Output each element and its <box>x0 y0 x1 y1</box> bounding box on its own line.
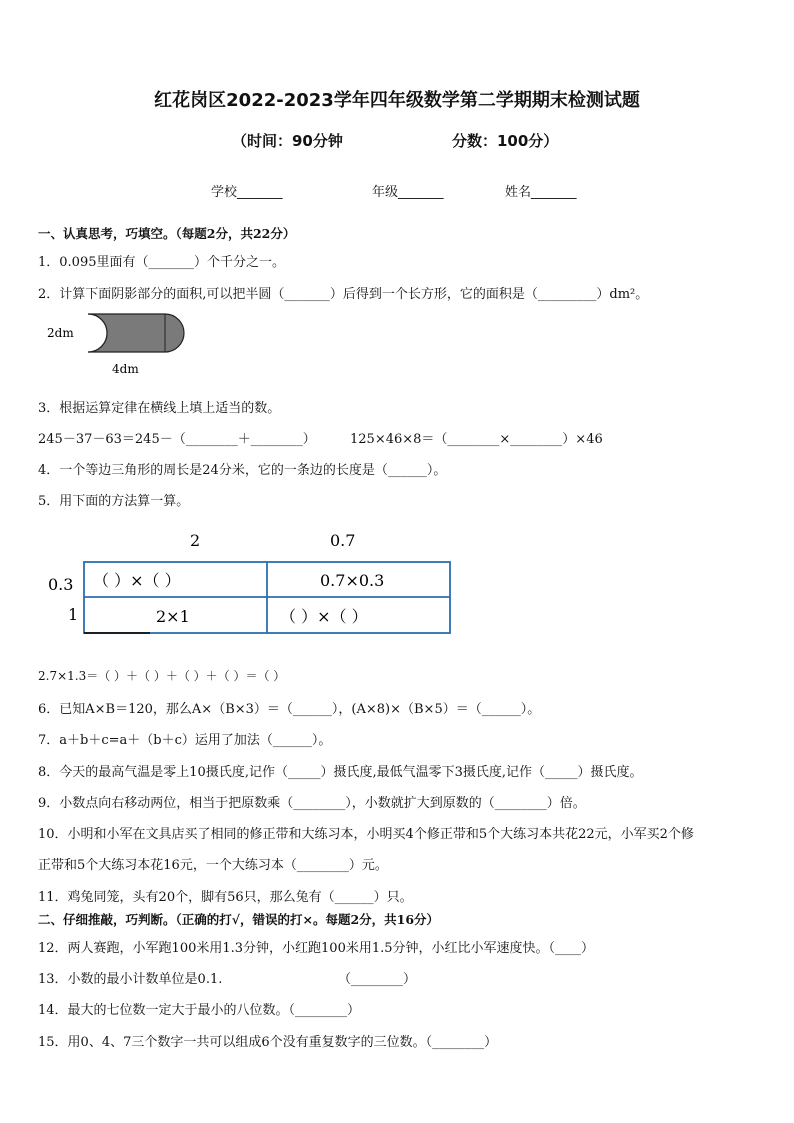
question-7: 7．a＋b＋c=a＋（b＋c）运用了加法（______）。 <box>38 733 332 748</box>
shaded-figure <box>40 306 200 378</box>
section-1-heading: 一、认真思考，巧填空。（每题2分，共22分） <box>38 226 296 241</box>
question-3a: 245－37－63＝245－（________＋________） <box>38 432 316 447</box>
question-8: 8．今天的最高气温是零上10摄氏度,记作（_____）摄氏度,最低气温零下3摄氏度,记作（_____）摄氏度。 <box>38 765 643 780</box>
question-14: 14．最大的七位数一定大于最小的八位数。（________） <box>38 1003 361 1018</box>
question-3: 3．根据运算定律在横线上填上适当的数。 <box>38 401 281 416</box>
page-title: 红花岗区2022-2023学年四年级数学第二学期期末检测试题 <box>154 90 640 111</box>
multiplication-grid <box>40 525 460 640</box>
school-field: 学校_______ <box>211 185 283 200</box>
question-1: 1．0.095里面有（_______）个千分之一。 <box>38 255 285 270</box>
question-3b: 125×46×8＝（________×________）×46 <box>350 432 603 447</box>
question-5: 5．用下面的方法算一算。 <box>38 494 190 509</box>
grid-cell-2-1: 2×1 <box>156 607 190 626</box>
question-2: 2．计算下面阴影部分的面积,可以把半圆（_______）后得到一个长方形，它的面积是（_________）dm²。 <box>38 287 649 302</box>
grade-field: 年级_______ <box>372 185 444 200</box>
question-10-line-1: 10．小明和小军在文具店买了相同的修正带和大练习本，小明买4个修正带和5个大练习本共花22元，小军买2个修 <box>38 827 694 842</box>
grid-row-03: 0.3 <box>48 575 74 594</box>
grid-col-2: 2 <box>190 531 201 550</box>
exam-time: （时间：90分钟 <box>232 132 343 150</box>
grid-col-07: 0.7 <box>330 531 356 550</box>
question-6: 6．已知A×B＝120，那么A×（B×3）＝（______），(A×8)×（B×5）＝（______）。 <box>38 702 541 717</box>
figure-label-height: 2dm <box>47 326 74 340</box>
name-field: 姓名_______ <box>505 185 577 200</box>
exam-score: 分数：100分） <box>452 132 559 150</box>
grid-cell-1-1: （ ）×（ ） <box>93 571 181 590</box>
question-5-equation: 2.7×1.3＝（ ）＋（ ）＋（ ）＋（ ）＝（ ） <box>38 669 286 683</box>
figure-label-width: 4dm <box>112 362 139 376</box>
grid-row-1: 1 <box>68 605 79 624</box>
grid-cell-2-2: （ ）×（ ） <box>280 607 368 626</box>
question-4: 4．一个等边三角形的周长是24分米，它的一条边的长度是（______）。 <box>38 463 447 478</box>
question-11: 11．鸡兔同笼，头有20个，脚有56只，那么兔有（______）只。 <box>38 890 413 905</box>
question-15: 15．用0、4、7三个数字一共可以组成6个没有重复数字的三位数。（________） <box>38 1035 498 1050</box>
question-13-answer: （________） <box>338 972 417 987</box>
question-12: 12．两人赛跑，小军跑100米用1.3分钟，小红跑100米用1.5分钟，小红比小军速度快。（____） <box>38 941 595 956</box>
question-9: 9．小数点向右移动两位，相当于把原数乘（________），小数就扩大到原数的（________）倍。 <box>38 796 586 811</box>
question-10-line-2: 正带和5个大练习本花16元，一个大练习本（________）元。 <box>38 858 388 873</box>
section-2-heading: 二、仔细推敲，巧判断。（正确的打√，错误的打×。每题2分，共16分） <box>38 912 440 927</box>
grid-cell-1-2: 0.7×0.3 <box>320 571 385 590</box>
question-13: 13．小数的最小计数单位是0.1. <box>38 972 223 987</box>
